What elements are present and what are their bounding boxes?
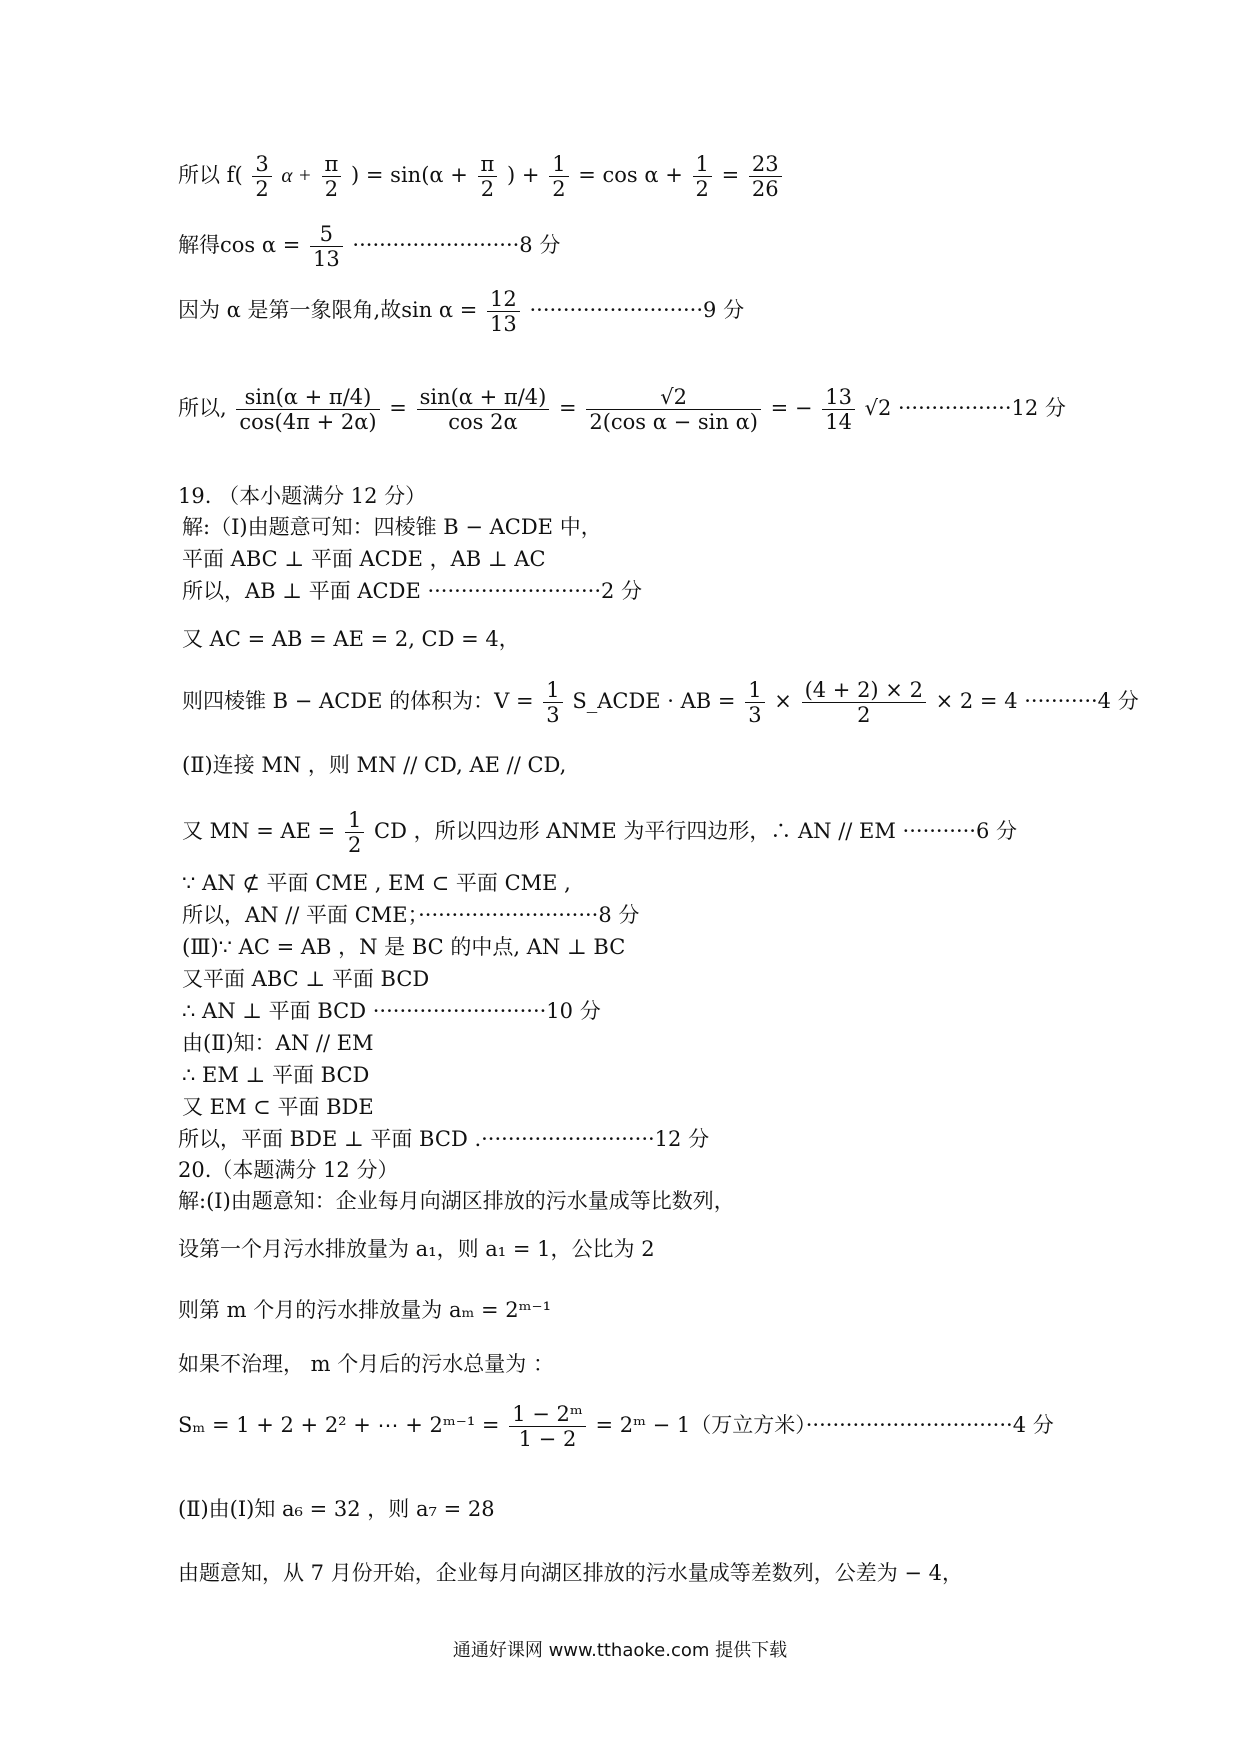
text: =: [559, 396, 577, 421]
score-marker: × 2 = 4 ···········4 分: [935, 689, 1139, 714]
q19-line-7: [182, 808, 1017, 857]
q19-line-10: (Ⅲ)∵ AC = AB ，N 是 BC 的中点, AN ⊥ BC: [182, 935, 626, 959]
q19-line-11: 又平面 ABC ⊥ 平面 BCD: [182, 967, 430, 991]
fraction: $\frac{(4 + 2) \times 2}{2}$: [802, 678, 926, 727]
fraction: $\frac{3}{2}$: [252, 152, 271, 201]
fraction: $\frac{13}{14}$: [822, 385, 855, 434]
text: S_ACDE · AB =: [572, 689, 736, 714]
text: ) +: [507, 163, 540, 188]
q20-line-5: [178, 1402, 1054, 1451]
q18-line-1: [178, 152, 785, 201]
score-marker: √2 ·················12 分: [864, 396, 1066, 421]
text: 因为 α 是第一象限角,故sin α =: [178, 298, 478, 323]
fraction: $\frac{23}{26}$: [749, 152, 782, 201]
q19-line-14: ∴ EM ⊥ 平面 BCD: [182, 1063, 370, 1087]
fraction: $\frac{\pi}{2}$: [322, 152, 342, 201]
q19-line-6: (Ⅱ)连接 MN ，则 MN // CD, AE // CD,: [182, 753, 567, 777]
fraction: $\frac{12}{13}$: [487, 287, 520, 336]
fraction: $\frac{1}{2}$: [345, 808, 364, 857]
fraction: $\frac{\sin(\alpha + \pi/4)}{\cos(4\pi + 2\alpha)}$: [236, 385, 379, 434]
fraction: $\frac{1}{2}$: [549, 152, 568, 201]
q18-line-4: [178, 385, 1066, 434]
text: 又 MN = AE =: [182, 819, 336, 844]
text: 解得cos α =: [178, 233, 301, 258]
q19-line-12: ∴ AN ⊥ 平面 BCD ··························10 分: [182, 999, 601, 1023]
fraction: $\frac{1}{3}$: [543, 678, 562, 727]
text: α +: [281, 163, 312, 188]
q20-line-6: (Ⅱ)由(Ⅰ)知 a₆ = 32 ，则 a₇ = 28: [178, 1497, 495, 1521]
q19-line-13: 由(Ⅱ)知：AN // EM: [182, 1031, 374, 1055]
q19-line-15: 又 EM ⊂ 平面 BDE: [182, 1095, 374, 1119]
fraction: $\frac{\pi}{2}$: [478, 152, 498, 201]
q19-line-1: 解:（Ⅰ)由题意可知：四棱锥 B − ACDE 中，: [182, 515, 602, 539]
score-marker: = 2ᵐ − 1（万立方米）·······························4 分: [595, 1413, 1054, 1438]
q18-line-3: [178, 287, 744, 336]
text: = −: [770, 396, 813, 421]
q20-line-2: 设第一个月污水排放量为 a₁，则 a₁ = 1，公比为 2: [178, 1237, 655, 1261]
text: CD ，所以四边形 ANME 为平行四边形，∴ AN // EM ···········6 分: [374, 819, 1018, 844]
text: ×: [774, 689, 792, 714]
fraction: $\frac{5}{13}$: [310, 222, 343, 271]
q19-line-5: [182, 678, 1139, 727]
text: =: [389, 396, 407, 421]
fraction: $\frac{1}{3}$: [745, 678, 764, 727]
text: =: [721, 163, 740, 188]
q19-line-4: 又 AC = AB = AE = 2, CD = 4，: [182, 627, 520, 651]
text: = cos α +: [578, 163, 683, 188]
q20-header: 20.（本题满分 12 分）: [178, 1158, 399, 1182]
q18-line-2: [178, 222, 560, 271]
q19-line-2: 平面 ABC ⊥ 平面 ACDE ，AB ⊥ AC: [182, 547, 546, 571]
q19-line-3: 所以，AB ⊥ 平面 ACDE ··························2 分: [182, 579, 643, 603]
footer-watermark: 通通好课网 www.tthaoke.com 提供下载: [452, 1640, 788, 1661]
q20-line-3: 则第 m 个月的污水排放量为 aₘ = 2ᵐ⁻¹: [178, 1298, 552, 1322]
q19-line-9: 所以，AN // 平面 CME；···························8 分: [182, 903, 640, 927]
fraction: $\frac{1}{2}$: [693, 152, 712, 201]
fraction: $\frac{\sin(\alpha + \pi/4)}{\cos 2\alpha}$: [417, 385, 550, 434]
q20-line-7: 由题意知，从 7 月份开始，企业每月向湖区排放的污水量成等差数列，公差为 − 4，: [178, 1561, 964, 1585]
q20-line-1: 解:(Ⅰ)由题意知：企业每月向湖区排放的污水量成等比数列，: [178, 1189, 735, 1213]
text: ) = sin(α +: [351, 163, 468, 188]
q20-line-4: 如果不治理， m 个月后的污水总量为 ：: [178, 1352, 554, 1376]
text: 则四棱锥 B − ACDE 的体积为：V =: [182, 689, 534, 714]
text: 所以,: [178, 396, 227, 421]
q19-line-16: 所以，平面 BDE ⊥ 平面 BCD .··························12 分: [178, 1127, 710, 1151]
fraction: $\frac{√2}{\text{2(cos α − sin α)}}$: [586, 385, 761, 434]
q19-header: 19. （本小题满分 12 分）: [178, 484, 427, 508]
q19-line-8: ∵ AN ⊄ 平面 CME , EM ⊂ 平面 CME ,: [182, 871, 571, 895]
text: 所以 f(: [178, 163, 243, 188]
fraction: $\frac{\text{1 − 2ᵐ}}{1 - 2}$: [509, 1402, 586, 1451]
score-marker: ··························9 分: [529, 298, 745, 323]
score-marker: ·························8 分: [352, 233, 561, 258]
text: Sₘ = 1 + 2 + 2² + ⋯ + 2ᵐ⁻¹ =: [178, 1413, 500, 1438]
